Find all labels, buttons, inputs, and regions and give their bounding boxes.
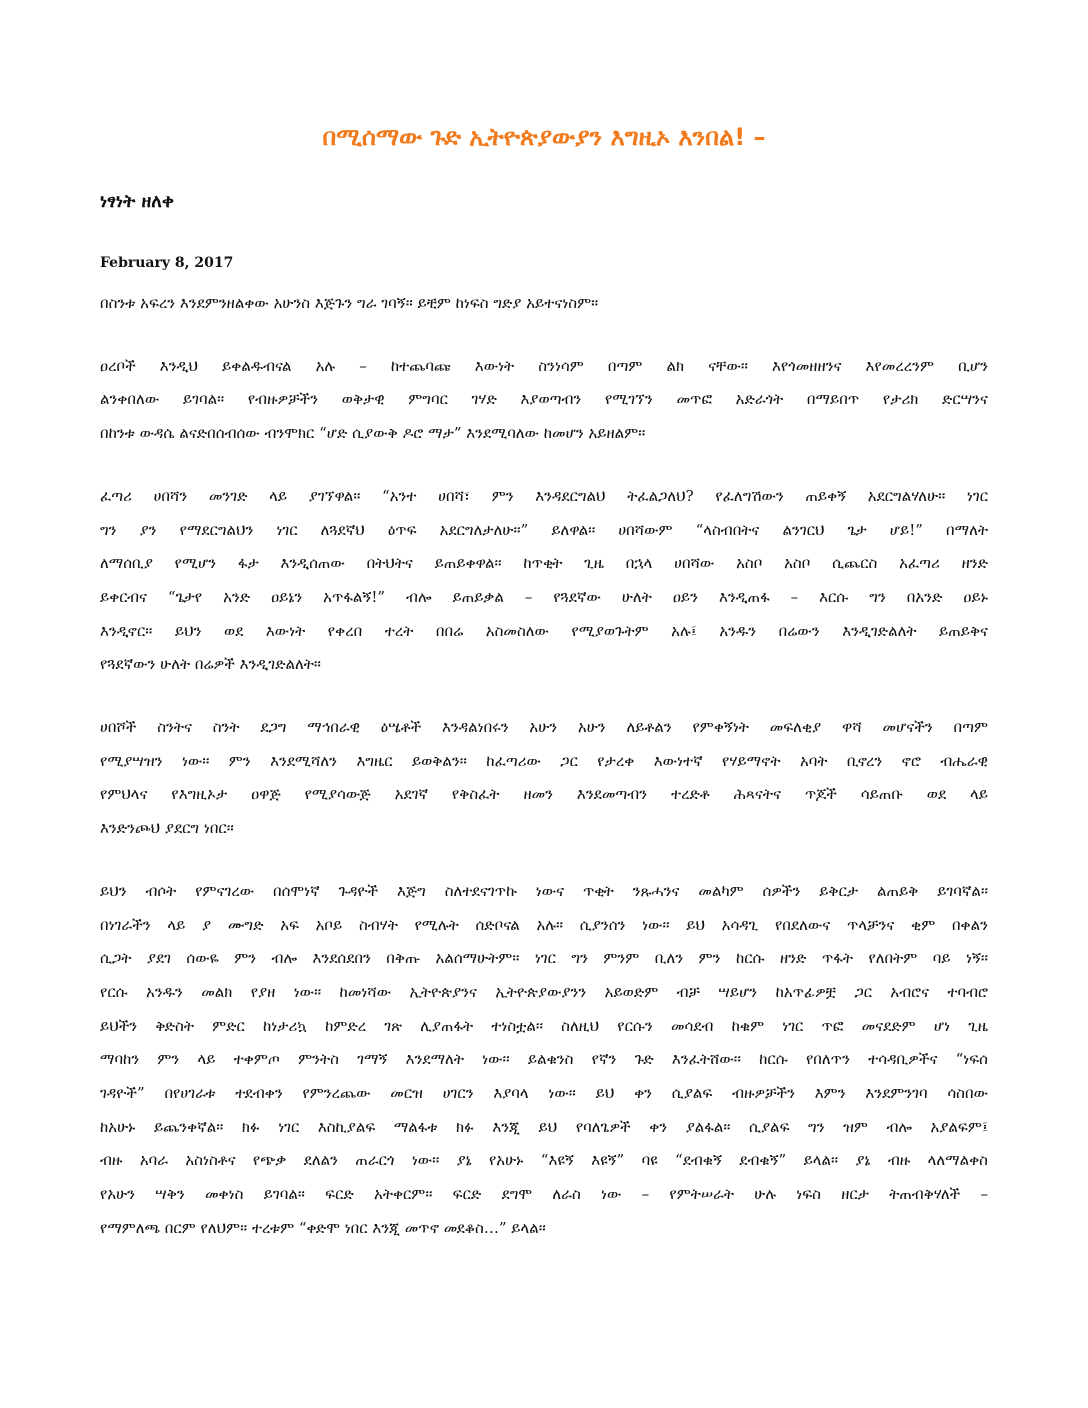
paragraph xyxy=(100,711,988,846)
paragraph-line: ከአሁኑ ይጨንቀኛል፡፡ ክፉ ነገር እስኪያልፍ ማልፋቱ ክፉ እንጂ ይህ የባለጌዎች ቀን ያልፋል፡፡ ሲያልፍ ግን ዝም ብሎ አያልፍም፤ xyxy=(100,1117,988,1136)
paragraph-line: በስንቱ አፍረን እንደምንዘልቀው አሁንስ እጅጉን ግራ ገባኝ፡፡ ይቺም ከነፍስ ግድያ አይተናነስም፡፡ xyxy=(100,294,599,312)
paragraph-line: እንድንጮህ ያደርግ ነበር፡፡ xyxy=(100,819,234,838)
paragraph-line: በነገራችን ላይ ያ ሙግድ አፍ አቦይ ስብሃት የሚሉት ሰድቦናል አሉ፡፡ ሲያንሰን ነው፡፡ ይህ አሳዳጊ የበደለውና ጥላቻንና ቂም በቀልን xyxy=(100,915,988,934)
article-body xyxy=(100,287,988,1275)
paragraph xyxy=(100,480,988,682)
paragraph-line: ፈጣሪ ሀበሻን መንገድ ላይ ያገኘዋል፡፡ “አንተ ሀበሻ፣ ምን እንዳደርግልህ ትፈልጋለህ? የፈለግሽውን ጠይቀኝ አደርግልሃለሁ፡፡ ነገር xyxy=(100,486,988,505)
paragraph-line: ይህችን ቅድስት ምድር ከነታሪኳ ከምድረ ገጽ ሊያጠፋት ተነስቷል፡፡ ስለዚህ የርሱን መሳደብ ከቁም ነገር ጥፎ መናደድም ሆነ ጊዜ xyxy=(100,1016,988,1035)
paragraph-line: የማምለጫ በርም የለህም፡፡ ተረቱም “ቀድሞ ነበር እንጂ መጥኖ መደቆስ…” ይላል፡፡ xyxy=(100,1218,546,1237)
paragraph-line: ይቀርብና “ጌታየ አንድ ዐይኔን አጥፋልኝ!” ብሎ ይጠይቃል – የጓደኛው ሁለት ዐይን እንዲጠፋ – እርሱ ግን በአንድ ዐይኑ xyxy=(100,587,988,606)
paragraph-line: ሀበሾች ስንትና ስንት ደጋግ ማኅበራዊ ዕሤቶች እንዳልነበሩን አሁን አሁን ለይቶልን የምቀኝነት መፍለቂያ ዋሻ መሆናችን በጣም xyxy=(100,718,988,737)
paragraph xyxy=(100,875,988,1246)
paragraph-line: የሚያሣዝን ነው፡፡ ምን እንደሚሻለን እግዜር ይወቅልን፡፡ ከፈጣሪው ጋር የታረቀ እውነተኛ የሃይማኖት አባት ቢኖረን ኖሮ ብሔራዊ xyxy=(100,751,988,770)
paragraph xyxy=(100,350,988,451)
paragraph-line: ሲጋት ያደገ ሰውዬ ምን ብሎ እንደሰደበን በቅጡ አልሰማሁትም፡፡ ነገር ግን ምንም ቢለን ምን ከርሱ ዘንድ ጥፋት የለበትም ባይ ነኝ፡፡ xyxy=(100,949,988,968)
author-name: ነፃነት ዘለቀ xyxy=(100,191,174,212)
paragraph-line: የጓደኛውን ሁለት በሬዎች እንዲገድልለት፡፡ xyxy=(100,655,321,674)
publish-date: February 8, 2017 xyxy=(100,255,234,271)
paragraph-line: የምህላና የእግዚኦታ ዐዋጅ የሚያሳውጅ አደገኛ የቅስፈት ዘመን እንደመጣብን ተረድቶ ሕጻናትና ጥጆች ሳይጠቡ ወደ ላይ xyxy=(100,785,988,804)
paragraph-line: ማባከን ምን ላይ ተቀምጦ ምንትስ ገማኝ እንደማለት ነው፡፡ ይልቁንስ የኛን ጉድ እንፈትሸው፡፡ ከርሱ የበለጥን ተሳዳቢዎችና “ነፍሰ xyxy=(100,1050,988,1069)
paragraph xyxy=(100,287,988,321)
paragraph-line: ግን ያን የማደርግልህን ነገር ለጓደኛህ ዕጥፍ አደርግለታለሁ፡፡” ይለዋል፡፡ ሀበሻውም “ላስብበትና ልንገርህ ጌታ ሆይ!” በማለት xyxy=(100,520,988,539)
paragraph-line: ዐረቦች እንዲህ ይቀልዱብናል አሉ – ከተጨባጩ እውነት ስንነሳም በጣም ልክ ናቸው፡፡ እየጎመዘዘንና እየመረረንም ቢሆን xyxy=(100,356,988,375)
paragraph-line: በከንቱ ውዳሴ ልናድበሰብሰው ብንሞክር “ሆድ ሲያውቅ ዶሮ ማታ” እንደሚባለው ከመሆን አይዘልም፡፡ xyxy=(100,424,646,443)
paragraph-line: ለማሰቢያ የሚሆን ፋታ እንዲሰጠው በትህትና ይጠይቀዋል፡፡ ከጥቂት ጊዜ በኋላ ሀበሻው አስቦ አስቦ ሲጨርስ አፈጣሪ ዘንድ xyxy=(100,554,988,573)
paragraph-line: የርሱ አንዱን መልክ የያዘ ነው፡፡ ከመነሻው ኢትዮጵያንና ኢትዮጵያውያንን አይወድም ብቻ ሣይሆን ከአጥፊዎቿ ጋር አብሮና ተባብሮ xyxy=(100,982,988,1001)
paragraph-line: ገዳዮች” በየሀገራቱ ተደብቀን የምንረጨው መርዝ ሀገርን እያባላ ነው፡፡ ይህ ቀን ሲያልፍ ብዙዎቻችን እምን እንደምንገባ ሳስበው xyxy=(100,1084,988,1103)
paragraph-line: እንዲኖር፡፡ ይህን ወደ እውነት የቀረበ ተረት በበሬ አስመስለው የሚያወጉትም አሉ፤ አንዱን በሬውን እንዲገድልለት ይጠይቅና xyxy=(100,621,988,640)
paragraph-line: የአሁን ሣቅን መቀነስ ይገባል፡፡ ፍርድ አትቀርም፡፡ ፍርድ ደግሞ ለራስ ነው – የምትሠራት ሁሉ ነፍስ ዘርታ ትጠብቅሃለች – xyxy=(100,1185,988,1204)
paragraph-line: ብዙ አባራ አስነስቶና የጭቃ ደለልን ጠራርጎ ነው፡፡ ያኔ የአሁኑ “እዩኝ እዩኝ” ባዩ “ደብቁኝ ደብቁኝ” ይላል፡፡ ያኔ ብዙ ላለማልቀስ xyxy=(100,1151,988,1170)
paragraph-line: ልንቀበለው ይገባል፡፡ የብዙዎቻችን ወቅታዊ ምግባር ገሃድ እያወጣብን የሚገኘን መጥፎ አድራጎት በማይበጥ የታሪክ ድርሣንና xyxy=(100,390,988,409)
paragraph-line: ይህን ብሶት የምናገረው በሰሞነኛ ጉዳዮች እጅግ ስለተደናገጥኩ ነውና ጥቂት ንጹሓንና መልካም ሰዎችን ይቅርታ ልጠይቅ ይገባኛል፡፡ xyxy=(100,881,988,900)
article-title: በሚሰማው ጉድ ኢትዮጵያውያን እግዚኦ እንበል! – xyxy=(322,123,766,151)
